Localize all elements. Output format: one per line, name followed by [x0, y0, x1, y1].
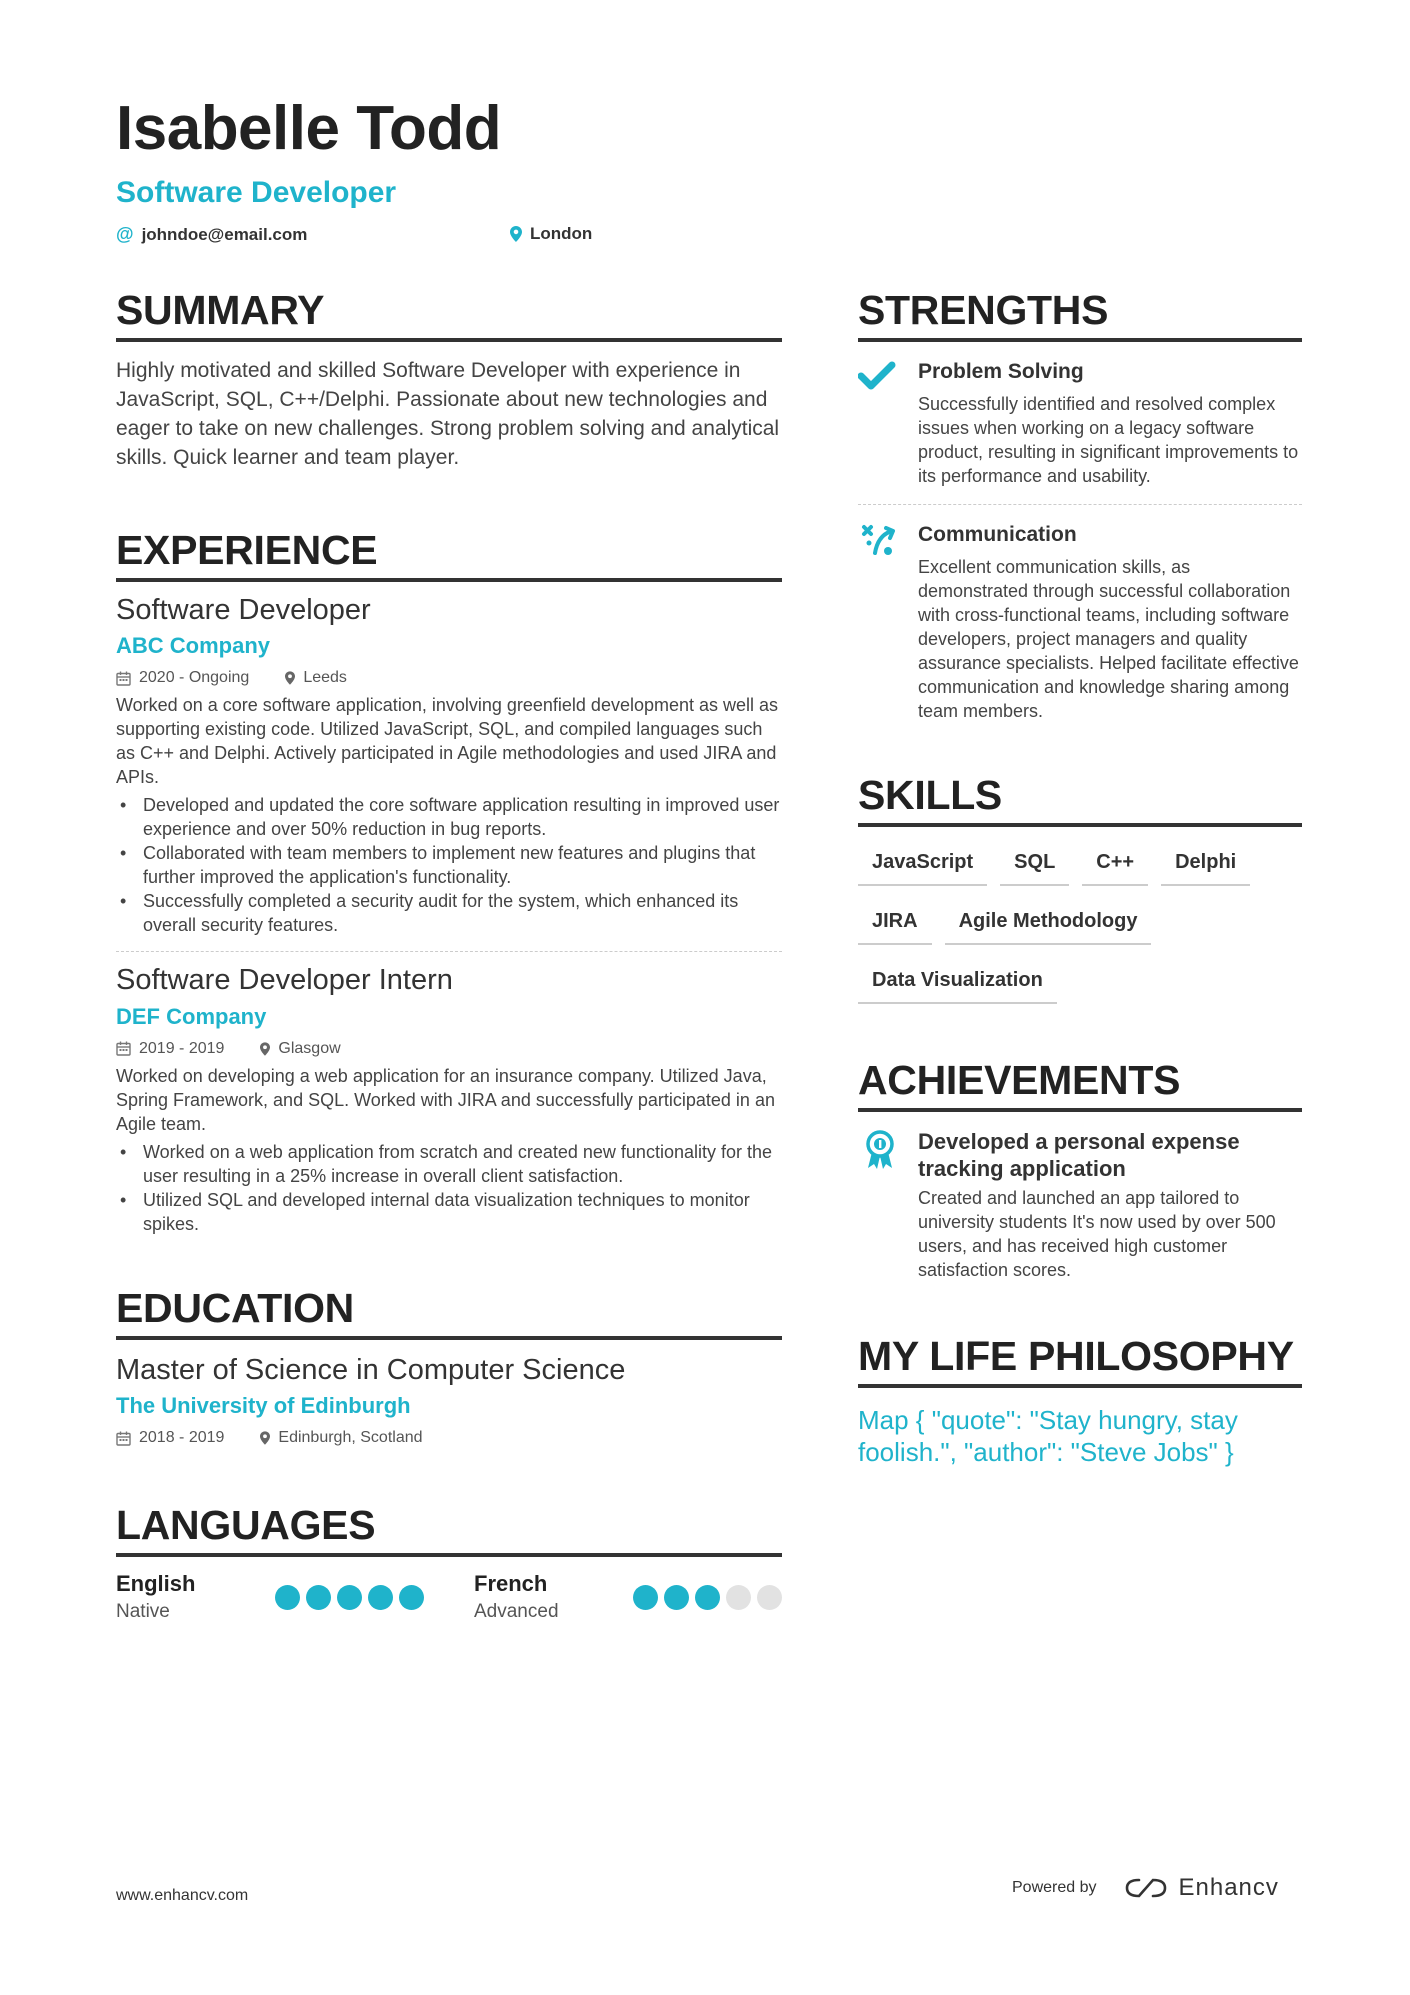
education-dates: 2018 - 2019 [139, 1429, 225, 1447]
language-item [474, 1571, 784, 1623]
calendar-icon [116, 1041, 131, 1056]
strength-divider [858, 504, 1302, 505]
skill-tag: SQL [1000, 839, 1069, 886]
skills-heading: SKILLS [858, 775, 1302, 827]
job-dates: 2020 - Ongoing [139, 669, 250, 687]
language-name: French [474, 1571, 548, 1597]
strengths-heading: STRENGTHS [858, 290, 1302, 342]
rating-dot-filled [399, 1585, 424, 1610]
school-name: The University of Edinburgh [116, 1393, 411, 1419]
languages-section [116, 1502, 782, 1631]
location-pin-icon [510, 226, 522, 242]
rating-dot-filled [368, 1585, 393, 1610]
achievement-description: Created and launched an app tailored to university students It's now used by over 500 users, and has received high customer satisfaction scores. [918, 1188, 1276, 1280]
language-rating [275, 1585, 424, 1610]
location-pin-icon [260, 1042, 270, 1056]
skills-list [858, 839, 1302, 1004]
left-column [116, 287, 782, 1631]
job-meta [116, 1040, 782, 1058]
skill-tag: Data Visualization [858, 957, 1057, 1004]
skill-tag: C++ [1082, 839, 1148, 886]
strength-item [858, 360, 1302, 488]
job-bullet: • Developed and updated the core software application resulting in improved user experience and over 50% reduction in bug reports. [116, 793, 782, 841]
achievements-section [858, 1057, 1302, 1282]
at-icon: @ [116, 224, 134, 244]
education-heading: EDUCATION [116, 1288, 782, 1340]
job-description: Worked on a core software application, involving greenfield development as well as supporting existing code. Utilized JavaScript, SQL, and compiled languages such as C++ and Delphi. Actively participated in Agile methodologies and used JIRA and APIs. [116, 695, 779, 788]
language-level: Native [116, 1601, 170, 1623]
strengths-section [858, 287, 1302, 723]
candidate-role: Software Developer [116, 176, 397, 209]
philosophy-section [858, 1333, 1302, 1468]
footer-website[interactable]: www.enhancv.com [116, 1887, 249, 1904]
summary-section [116, 287, 782, 472]
rating-dot-filled [337, 1585, 362, 1610]
experience-item [116, 594, 782, 937]
experience-divider [116, 951, 782, 952]
skill-tag: Agile Methodology [945, 898, 1152, 945]
achievements-heading: ACHIEVEMENTS [858, 1060, 1302, 1112]
calendar-icon [116, 671, 131, 686]
job-bullet: • Successfully completed a security audit for the system, which enhanced its overall security features. [116, 889, 782, 937]
skill-tag: JIRA [858, 898, 932, 945]
languages-row [116, 1571, 782, 1631]
checkmark-icon [858, 360, 898, 394]
education-meta [116, 1429, 782, 1447]
strength-title: Communication [918, 523, 1077, 546]
job-bullet: • Collaborated with team members to implement new features and plugins that further improved the application's functionality. [116, 841, 782, 889]
education-section [116, 1284, 782, 1447]
resume-header [116, 94, 1316, 248]
footer-branding [1012, 1874, 1279, 1902]
company-name: DEF Company [116, 1003, 267, 1029]
skill-tag: Delphi [1161, 839, 1250, 886]
philosophy-heading: MY LIFE PHILOSOPHY [858, 1336, 1302, 1388]
contact-row [116, 224, 1316, 248]
skill-tag: JavaScript [858, 839, 987, 886]
language-level: Advanced [474, 1601, 559, 1623]
rating-dot-filled [275, 1585, 300, 1610]
languages-heading: LANGUAGES [116, 1505, 782, 1557]
experience-section [116, 527, 782, 1236]
achievement-item [858, 1128, 1302, 1282]
company-name: ABC Company [116, 633, 271, 659]
job-title: Software Developer Intern [116, 964, 453, 997]
powered-by-label: Powered by [1012, 1879, 1097, 1896]
location-text: London [530, 224, 593, 243]
language-name: English [116, 1571, 196, 1597]
job-bullets [116, 1140, 782, 1236]
summary-text: Highly motivated and skilled Software Developer with experience in JavaScript, SQL, C++/Delphi. Passionate about new technologies and eager to take on new challenges. Strong problem solving and analytical skills. Quick learner and team player. [116, 359, 780, 469]
candidate-name: Isabelle Todd [116, 94, 502, 163]
skills-section [858, 772, 1302, 1004]
job-bullets [116, 793, 782, 937]
language-rating [633, 1585, 782, 1610]
rating-dot-empty [726, 1585, 751, 1610]
right-column [858, 287, 1302, 1468]
communication-icon [858, 523, 898, 557]
rating-dot-filled [306, 1585, 331, 1610]
language-item [116, 1571, 426, 1623]
rating-dot-empty [757, 1585, 782, 1610]
job-title: Software Developer [116, 594, 371, 626]
job-dates: 2019 - 2019 [139, 1039, 225, 1057]
contact-email[interactable] [116, 224, 307, 245]
rating-dot-filled [695, 1585, 720, 1610]
summary-heading: SUMMARY [116, 290, 782, 342]
job-location: Glasgow [278, 1039, 341, 1057]
strength-title: Problem Solving [918, 360, 1084, 383]
strength-description: Excellent communication skills, as demonstrated through successful collaboration with cross-functional teams, including software developers, project managers and quality assurance specialists. Helped facilitate effective communication and knowledge sharing among team members. [918, 557, 1299, 721]
experience-item [116, 964, 782, 1235]
award-ribbon-icon [862, 1130, 898, 1170]
calendar-icon [116, 1431, 131, 1446]
email-text: johndoe@email.com [141, 224, 308, 244]
enhancv-logo-icon [1123, 1876, 1169, 1900]
job-location: Leeds [303, 669, 347, 687]
rating-dot-filled [664, 1585, 689, 1610]
contact-location [510, 224, 592, 244]
degree-title: Master of Science in Computer Science [116, 1353, 626, 1386]
location-pin-icon [260, 1431, 270, 1445]
strength-item [858, 523, 1302, 723]
job-description: Worked on developing a web application for an insurance company. Utilized Java, Spring Framework, and SQL. Worked with JIRA and successfully participated in an Agile team. [116, 1065, 775, 1134]
education-location: Edinburgh, Scotland [278, 1429, 423, 1447]
rating-dot-filled [633, 1585, 658, 1610]
job-bullet: • Worked on a web application from scratch and created new functionality for the user resulting in a 25% increase in overall client satisfaction. [116, 1140, 782, 1188]
brand-name: Enhancv [1178, 1874, 1279, 1901]
strength-description: Successfully identified and resolved complex issues when working on a legacy software product, resulting in significant improvements to its performance and usability. [918, 394, 1299, 486]
location-pin-icon [285, 671, 295, 685]
experience-heading: EXPERIENCE [116, 530, 782, 582]
philosophy-quote: Map { "quote": "Stay hungry, stay foolish.", "author": "Steve Jobs" } [858, 1405, 1238, 1467]
job-bullet: • Utilized SQL and developed internal data visualization techniques to monitor spikes. [116, 1188, 782, 1236]
achievement-title: Developed a personal expense tracking application [918, 1129, 1240, 1181]
job-meta [116, 669, 782, 687]
enhancv-logo[interactable] [1123, 1874, 1279, 1902]
